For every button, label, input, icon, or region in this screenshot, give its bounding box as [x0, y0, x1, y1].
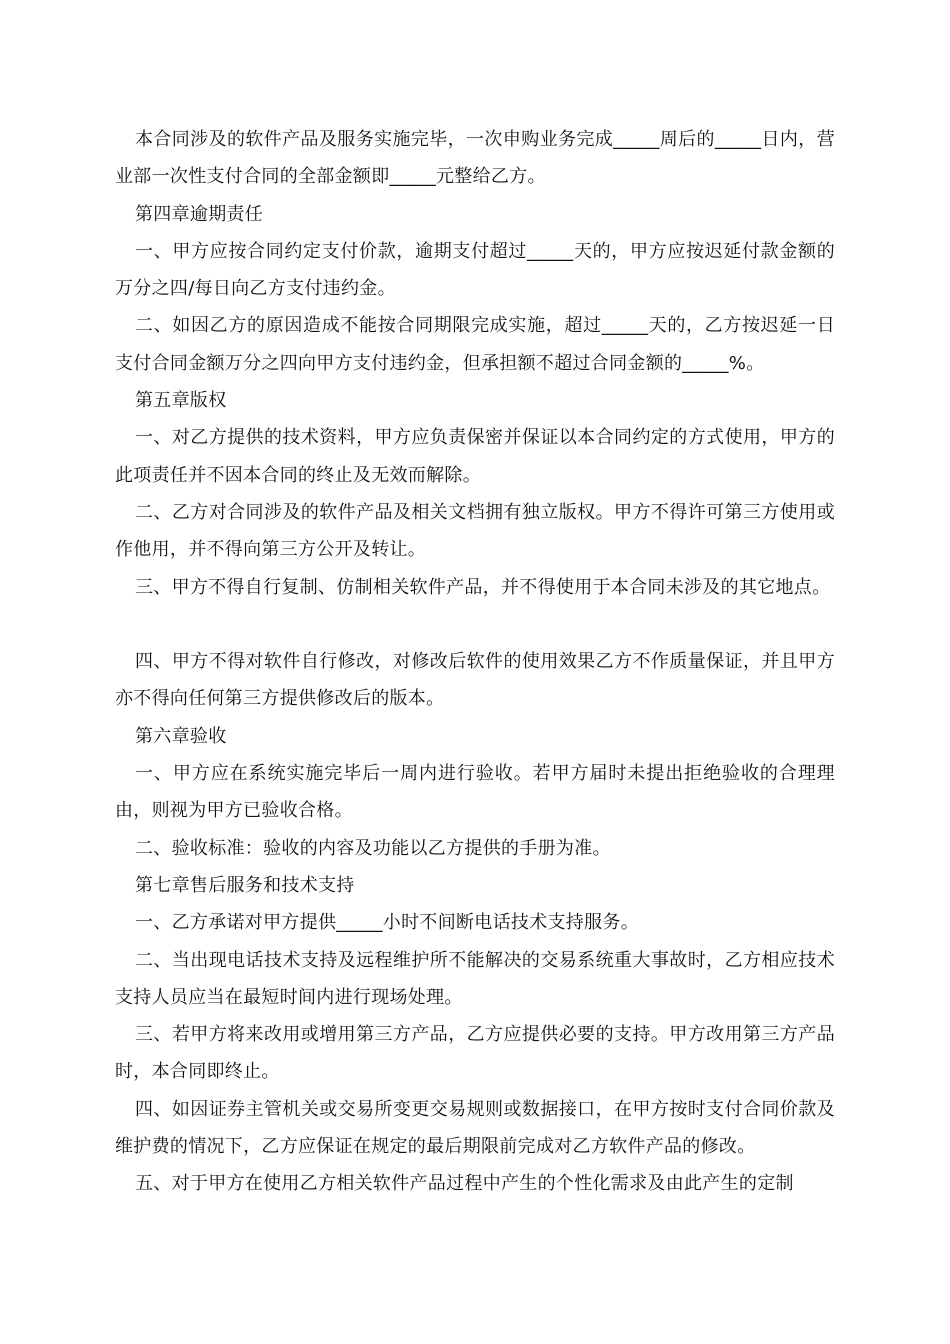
paragraph-third-party-products: 三、若甲方将来改用或增用第三方产品，乙方应提供必要的支持。甲方改用第三方产品时，本合同即终止。 — [115, 1024, 835, 1083]
paragraph-overdue-implementation: 二、如因乙方的原因造成不能按合同期限完成实施，超过_____天的，乙方按迟延一日支付合同金额万分之四向甲方支付违约金，但承担额不超过合同金额的_____%。 — [115, 315, 835, 374]
paragraph-regulatory-changes: 四、如因证券主管机关或交易所变更交易规则或数据接口，在甲方按时支付合同价款及维护费的情况下，乙方应保证在规定的最后期限前完成对乙方软件产品的修改。 — [115, 1098, 835, 1158]
paragraph-no-modification: 四、甲方不得对软件自行修改，对修改后软件的使用效果乙方不作质量保证，并且甲方亦不得向任何第三方提供修改后的版本。 — [115, 651, 835, 710]
chapter-heading-copyright: 第五章版权 — [135, 390, 227, 412]
chapter-heading-overdue-liability: 第四章逾期责任 — [135, 203, 264, 225]
paragraph-independent-copyright: 二、乙方对合同涉及的软件产品及相关文档拥有独立版权。甲方不得许可第三方使用或作他用，并不得向第三方公开及转让。 — [115, 501, 835, 561]
blank-line — [115, 606, 835, 643]
paragraph-onsite-support: 二、当出现电话技术支持及远程维护所不能解决的交易系统重大事故时，乙方相应技术支持人员应当在最短时间内进行现场处理。 — [115, 949, 835, 1008]
paragraph-payment-terms: 本合同涉及的软件产品及服务实施完毕，一次申购业务完成_____周后的_____日内，营业部一次性支付合同的全部金额即_____元整给乙方。 — [115, 129, 835, 188]
paragraph-phone-support: 一、乙方承诺对甲方提供_____小时不间断电话技术支持服务。 — [135, 912, 639, 934]
chapter-heading-acceptance: 第六章验收 — [135, 725, 227, 747]
paragraph-no-copying: 三、甲方不得自行复制、仿制相关软件产品，并不得使用于本合同未涉及的其它地点。 — [135, 576, 831, 598]
paragraph-overdue-payment: 一、甲方应按合同约定支付价款，逾期支付超过_____天的，甲方应按迟延付款金额的万分之四/每日向乙方支付违约金。 — [115, 240, 835, 300]
chapter-heading-after-sales: 第七章售后服务和技术支持 — [135, 874, 355, 896]
paragraph-acceptance-period: 一、甲方应在系统实施完毕后一周内进行验收。若甲方届时未提出拒绝验收的合理理由，则视为甲方已验收合格。 — [115, 763, 835, 822]
paragraph-custom-requirements: 五、对于甲方在使用乙方相关软件产品过程中产生的个性化需求及由此产生的定制 — [135, 1173, 794, 1195]
paragraph-confidentiality: 一、对乙方提供的技术资料，甲方应负责保密并保证以本合同约定的方式使用，甲方的此项责任并不因本合同的终止及无效而解除。 — [115, 427, 835, 486]
document-body — [115, 121, 835, 1203]
paragraph-acceptance-standard: 二、验收标准：验收的内容及功能以乙方提供的手册为准。 — [135, 837, 611, 859]
